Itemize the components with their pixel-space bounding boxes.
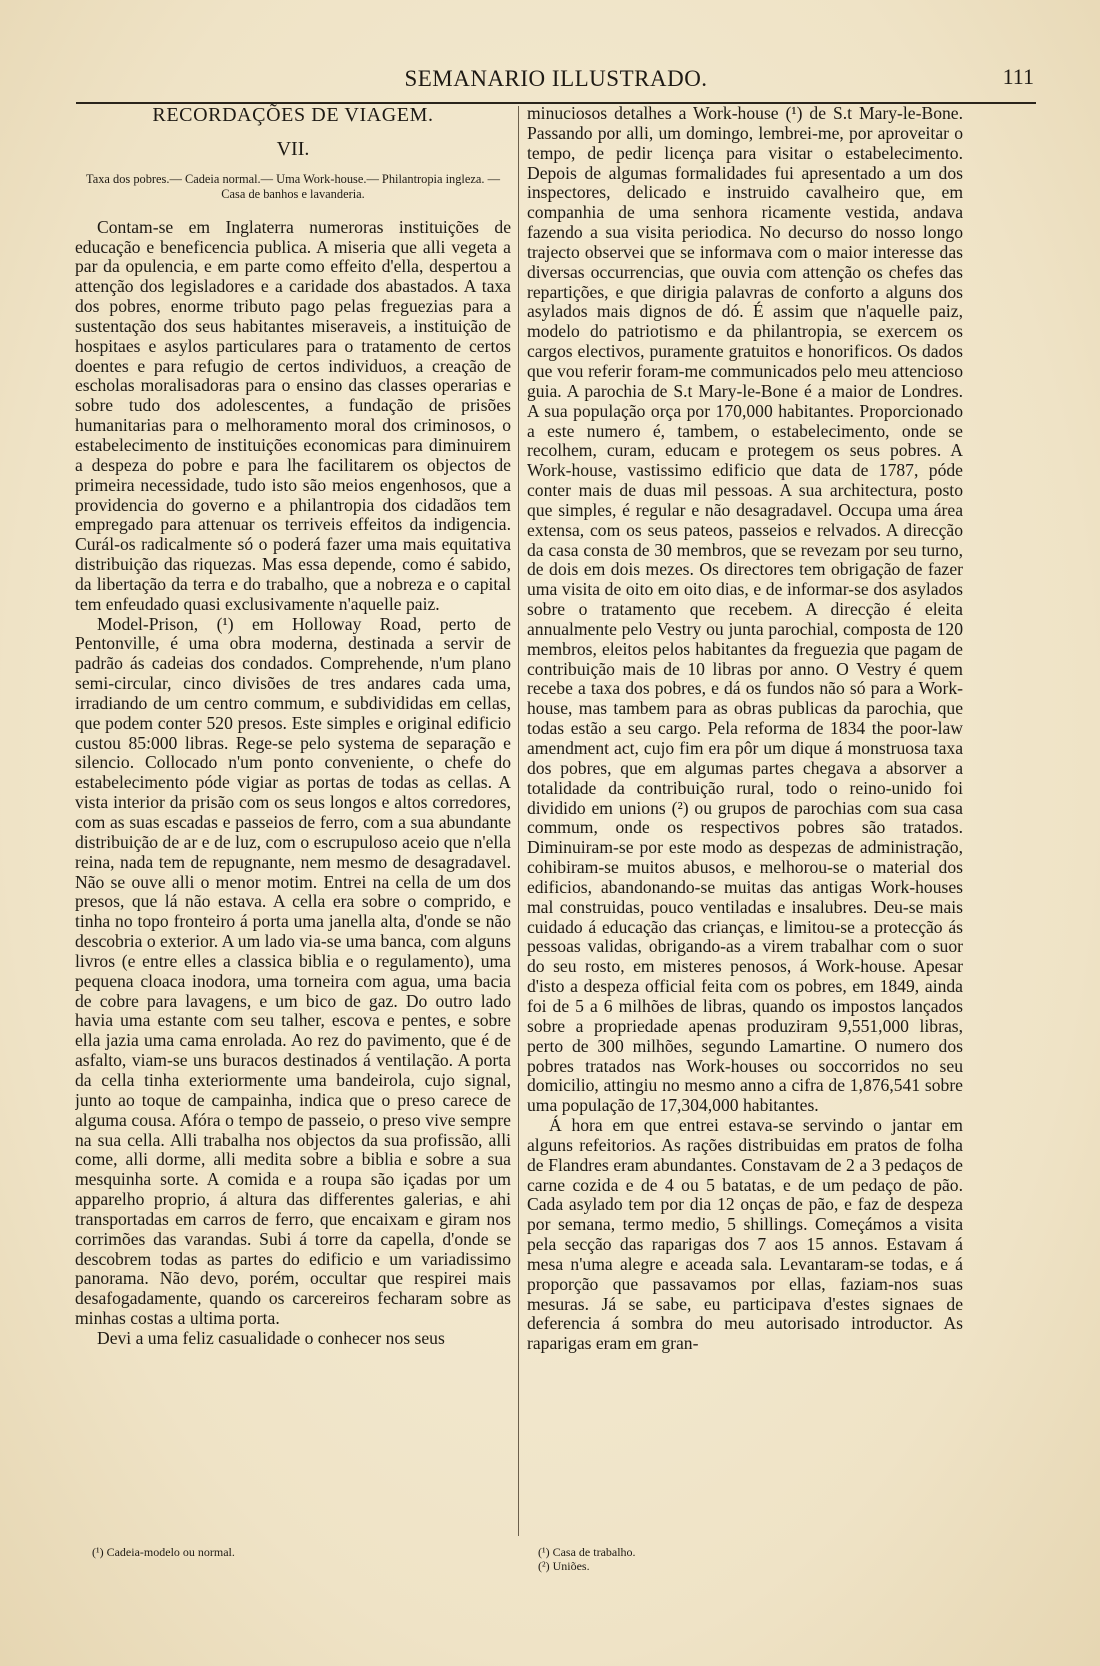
paragraph: Contam-se em Inglaterra numeroras instituições de educação e beneficencia publica. A miseria que alli vegeta a par da opulencia, e em parte como effeito d'ella, despertou a attenção dos legisladores e a caridade dos abastados. A taxa dos pobres, enorme tributo pago pelas freguezias para a sustentação dos seus habitantes miseraveis, a instituição de hospitaes e asylos particulares para o tratamento de certos doentes e para refugio de certos individuos, a creação de escholas moralisadoras para o ensino das classes operarias e sobre tudo dos adolescentes, a fundação de prisões humanitarias para o melhoramento moral dos criminosos, o estabelecimento de instituições economicas para diminuirem a despeza do pobre e para lhe facilitarem os objectos de primeira necessidade, tudo isto são meios engenhosos, que a providencia do governo e a philantropia dos cidadãos tem empregado para attenuar os terriveis effeitos da indigencia. Curál-os radicalmente só o poderá fazer uma mais equitativa distribuição das riquezas. Mas essa depende, como é sabido, da libertação da terra e do trabalho, que a nobreza e o capital tem enfeudado quasi exclusivamente n'aquelle paiz. [75,216,511,614]
publication-title: SEMANARIO ILLUSTRADO. [404,66,708,91]
right-column [527,104,963,1534]
paragraph: Devi a uma feliz casualidade o conhecer nos seus [97,1327,445,1348]
article-title: RECORDAÇÕES DE VIAGEM. [152,104,434,126]
article-number: VII. [276,137,310,160]
footnotes-right [538,1545,938,1573]
article-summary: Taxa dos pobres.— Cadeia normal.— Uma Work-house.— Philantropia ingleza. — Casa de banhos e lavanderia. [86,171,500,201]
left-column [75,104,511,1534]
paragraph: Model-Prison, (¹) em Holloway Road, perto de Pentonville, é uma obra moderna, destinada a servir de padrão ás cadeias dos condados. Comprehende, n'um plano semi-circular, cinco divisões de tres andares cada uma, irradiando de um centro commum, e subdivididas em cellas, que podem conter 520 presos. Este simples e original edificio custou 85:000 libras. Rege-se pelo systema de separação e silencio. Collocado n'um ponto conveniente, o chefe do estabelecimento póde vigiar as portas de todas as cellas. A vista interior da prisão com os seus longos e altos corredores, com as suas escadas e passeios de ferro, com a sua abundante distribuição de ar e de luz, com o escrupuloso aceio que n'ella reina, nada tem de repugnante, nem mesmo de desagradavel. Não se ouve alli o menor motim. Entrei na cella de um dos presos, que lá não estava. A cella era sobre o comprido, e tinha no topo fronteiro á porta uma janella alta, d'onde se não descobria o exterior. A um lado via-se uma banca, com alguns livros (e entre elles a classica biblia e o regulamento), uma pequena cloaca inodora, uma torneira com agua, uma bacia de cobre para lavagens, e um bico de gaz. Do outro lado havia uma estante com seu talher, escova e pentes, e sobre ella jazia uma cama enrolada. Ao rez do pavimento, que é de asfalto, viam-se uns buracos destinados á ventilação. A porta da cella tinha exteriormente uma bandeirola, cujo signal, junto ao toque de campainha, indica que o preso carece de alguma cousa. Afóra o tempo de passeio, o preso vive sempre na sua cella. Alli trabalha nos objectos da sua profissão, alli come, alli dorme, alli medita sobre a biblia e sobre a sua mesquinha sorte. A comida e a roupa são içadas por um apparelho proprio, á altura das differentes galerias, e ahi transportadas em carros de ferro, que encaixam e giram nos corrimões das varandas. Subi á torre da capella, d'onde se descobrem todas as partes do edificio e um variadissimo panorama. Não devo, porém, occultar que respirei mais desafogadamente, quando os carcereiros fecharam sobre as minhas costas a ultima porta. [75,613,511,1329]
footnotes-left [92,1545,492,1559]
running-header [76,62,1036,104]
column-divider [518,106,519,1536]
paragraph: Á hora em que entrei estava-se servindo o jantar em alguns refeitorios. As rações distribuidas em pratos de folha de Flandres eram abundantes. Constavam de 2 a 3 pedaços de carne cozida e de 4 ou 5 batatas, e de um pedaço de pão. Cada asylado tem por dia 12 onças de pão, e faz de despeza por semana, termo medio, 5 shillings. Começámos a visita pela secção das raparigas dos 7 aos 15 annos. Estavam á mesa n'uma alegre e aceada sala. Levantaram-se todas, e á proporção que passavamos por ellas, faziam-nos suas mesuras. Já se sabe, eu participava d'estes signaes de deferencia á sombra do meu autorisado introductor. As raparigas eram em gran- [527,1115,963,1354]
page-number: 111 [1002,64,1034,89]
footnote: (¹) Cadeia-modelo ou normal. [92,1545,235,1559]
footnote: (²) Uniões. [538,1559,590,1573]
paragraph: minuciosos detalhes a Work-house (¹) de S.t Mary-le-Bone. Passando por alli, um domingo, lembrei-me, por aproveitar o tempo, de pedir licença para visitar o estabelecimento. Depois de algumas formalidades fui apresentado a um dos inspectores, delicado e instruido cavalheiro que, em companhia de uma senhora ricamente vestida, andava fazendo a sua visita periodica. No decurso do nosso longo trajecto observei que se informava com o maior interesse das diversas occurrencias, que ouvia com attenção os chefes das repartições, e que dirigia palavras de conforto a alguns dos asylados mais dignos de dó. É assim que n'aquelle paiz, modelo do patriotismo e da philantropia, se exercem os cargos electivos, puramente gratuitos e honorificos. Os dados que vou referir foram-me communicados pelo meu attencioso guia. A parochia de S.t Mary-le-Bone é a maior de Londres. A sua população orça por 170,000 habitantes. Proporcionado a este numero é, tambem, o estabelecimento, onde se recolhem, curam, educam e protegem os seus pobres. A Work-house, vastissimo edificio que data de 1787, póde conter mais de duas mil pessoas. A sua architectura, posto que simples, é regular e não desagradavel. Occupa uma área extensa, com os seus pateos, passeios e relvados. A direcção da casa consta de 30 membros, que se revezam por seu turno, de dois em dois mezes. Os directores tem obrigação de fazer uma visita de oito em oito dias, e de informar-se dos asylados sobre o tratamento que recebem. A direcção é eleita annualmente pelo Vestry ou junta parochial, composta de 120 membros, eleitos pelos habitantes da freguezia que pagam de contribuição mais de 10 libras por anno. O Vestry é quem recebe a taxa dos pobres, e dá os fundos não só para a Work-house, mas tambem para as obras publicas da parochia, que todas estão a seu cargo. Pela reforma de 1834 the poor-law amendment act, cujo fim era pôr um dique á monstruosa taxa dos pobres, que em algumas partes chegava a absorver a totalidade da contribuição rural, todo o reino-unido foi dividido em unions (²) ou grupos de parochias com sua casa commum, onde os respectivos pobres são tratados. Diminuiram-se por este modo as despezas de administração, cohibiram-se muitos abusos, e melhorou-se o material dos edificios, abandonando-se muitas das antigas Work-houses mal construidas, pouco ventiladas e insalubres. Deu-se mais cuidado á educação das crianças, e limitou-se a protecção ás pessoas validas, obrigando-as a virem trabalhar com o suor do seu rosto, em misteres penosos, á Work-house. Apesar d'isto a despeza official feita com os pobres, em 1849, ainda foi de 5 a 6 milhões de libras, quando os impostos lançados sobre a propriedade apenas produziram 9,551,000 libras, perto de 300 milhões, segundo Lamartine. O numero dos pobres tratados nas Work-houses ou soccorridos no seu domicilio, attingiu no mesmo anno a cifra de 1,876,541 sobre uma população de 17,304,000 habitantes. [527,104,963,1116]
footnote: (¹) Casa de trabalho. [538,1545,636,1559]
